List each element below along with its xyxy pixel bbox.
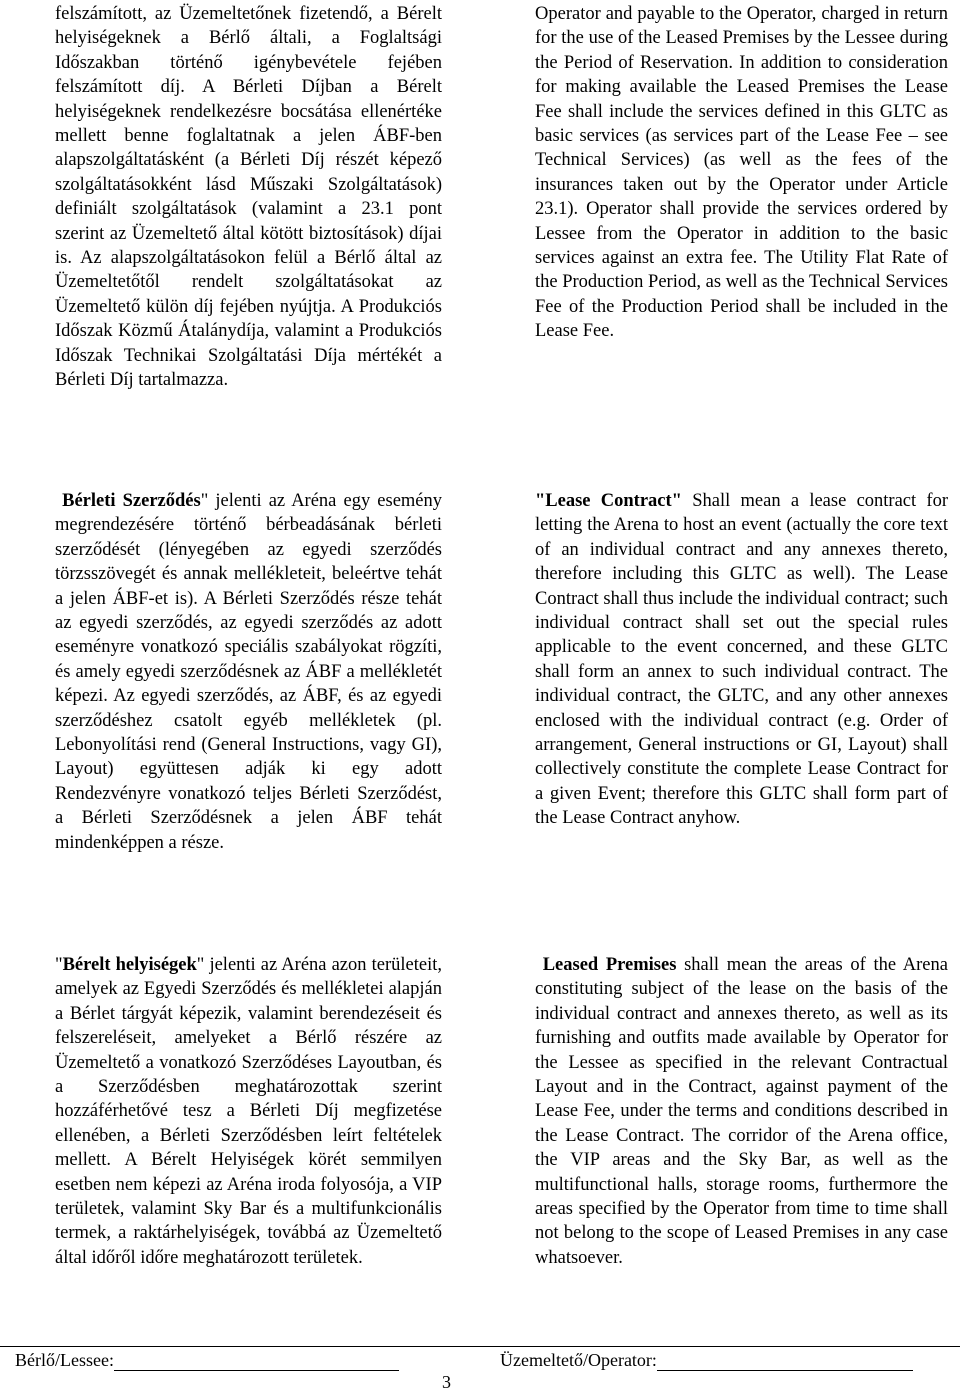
lessee-signature-line (114, 1352, 399, 1371)
operator-signature-field (500, 1349, 913, 1371)
en-definition-text: shall mean the areas of the Arena constituting subject of the lease on the basis of the individual contract and annexes thereto, as well as its furnishing and outfits made available by Operator for the Lessee as specified in the relevant Contractual Layout and in the Contract, against payment of the Lease Fee, under the terms and conditions described in the Lease Contract. The corridor of the Arena office, the VIP areas and the Sky Bar, as well as the multifunctional halls, storage rooms, furthermore the areas specified by the Operator from time to time shall not belong to the scope of Leased Premises in any case whatsoever. (535, 955, 948, 1268)
lessee-signature-field (15, 1349, 399, 1371)
hu-definition-text: " jelenti az Aréna azon területeit, amelyek az Egyedi Szerződés és mellékletei alapján a Bérlet tárgyát képezik, valamint berendezéseit és felszereléseit, amelyeket a Bérlő részére az Üzemeltető a vonatkozó Szerződéses Layoutban, és a Szerződésben meghatározottak szerint hozzáférhetővé tesz a Bérleti Díj megfizetése ellenében, a Bérleti Szerződésben leírt feltételek mellett. A Bérelt Helyiségek körét semmilyen esetben nem képezi az Aréna iroda folyosója, a VIP területek, valamint Sky Bar és a multifunkcionális termek, a raktárhelyiségek, továbbá az Üzemeltető által időről időre meghatározott területek. (55, 955, 442, 1268)
hu-term-berelt-helyisegek: Bérelt helyiségek (62, 955, 197, 975)
hu-term-berleti-szerzodes: Bérleti Szerződés (62, 491, 201, 511)
hu-lease-contract-definition (55, 489, 442, 855)
en-term-lease-contract: "Lease Contract" (535, 491, 682, 511)
en-definition-text: Shall mean a lease contract for letting the Arena to host an event (actually the core text of an individual contract and any annexes thereto, therefore including this GLTC as well). The Lease Contract shall thus include the individual contract; such individual contract shall set out the special rules applicable to the event concerned, and these GLTC shall form an annex to such individual contract. The individual contract, the GLTC, and any other annexes enclosed with the individual contract (e.g. Order of arrangement, General instructions or GI, Layout) shall collectively constitute the complete Lease Contract for a given Event; therefore this GLTC shall form part of the Lease Contract anyhow. (535, 491, 948, 829)
hu-paragraph-text: felszámított, az Üzemeltetőnek fizetendő, a Bérelt helyiségeknek a Bérlő általi, a Foglaltsági Időszakban történő igénybevétele fejében felszámított díj. A Bérleti Díjban a Bérelt helyiségeknek rendelkezésre bocsátása ellenértéke mellett benne foglaltatnak a jelen ÁBF-ben alapszolgáltatásként (a Bérleti Díj részét képező szolgáltatásokként lásd Műszaki Szolgáltatások) definiált szolgáltatások (valamint a 23.1 pont szerint az Üzemeltető által kötött biztosítások) díjai is. Az alapszolgáltatásokon felül a Bérlő által az Üzemeltetőtől rendelt szolgáltatásokat az Üzemeltető külön díj fejében nyújtja. A Produkciós Időszak Közmű Átalánydíja, valamint a Produkciós Időszak Technikai Szolgáltatási Díja mértékét a Bérleti Díj tartalmazza. (55, 4, 442, 391)
en-lease-contract-definition (535, 489, 948, 831)
operator-label: Üzemeltető/Operator: (500, 1350, 657, 1370)
en-paragraph-text: Operator and payable to the Operator, charged in return for the use of the Leased Premises by the Lessee during the Period of Reservation. In addition to consideration for making available the Leased Premises the Lease Fee shall include the services defined in this GLTC as basic services (as services part of the Lease Fee – see Technical Services) (as well as the fees of the insurances taken out by the Operator under Article 23.1). Operator shall provide the services ordered by Lessee from the Operator in addition to the basic services against an extra fee. The Utility Flat Rate of the Production Period, as well as the Technical Services Fee of the Production Period shall be included in the Lease Fee. (535, 4, 948, 342)
hu-lease-fee-definition-continued (55, 2, 442, 393)
en-leading-space (535, 955, 543, 975)
hu-leased-premises-definition (55, 953, 442, 1270)
hu-definition-text: " jelenti az Aréna egy esemény megrendezésére történő bérbeadásának bérleti szerződését (lényegében az egyedi szerződés törzsszövegét és annak mellékleteit, beleértve tehát a jelen ÁBF-et is). A Bérleti Szerződés része tehát az egyedi szerződés, az egyedi szerződés az adott eseményre vonatkozó speciális szabályokat rögzíti, és amely egyedi szerződésnek az ÁBF a mellékletét képezi. Az egyedi szerződés, az ÁBF, és az egyedi szerződéshez csatolt egyéb mellékletek (pl. Lebonyolítási rend (General Instructions, vagy GI), Layout) együttesen adják ki egy adott Rendezvényre vonatkozó teljes Bérleti Szerződést, a Bérleti Szerződésnek a jelen ÁBF tehát mindenképpen a része. (55, 491, 443, 853)
footer-rule (0, 1346, 960, 1347)
en-lease-fee-definition-continued (535, 2, 948, 344)
page-number: 3 (442, 1372, 451, 1392)
en-leased-premises-definition (535, 953, 948, 1270)
lessee-label: Bérlő/Lessee: (15, 1350, 114, 1370)
hu-open-quote: " (55, 955, 63, 975)
en-term-leased-premises: Leased Premises (542, 955, 677, 975)
operator-signature-line (657, 1352, 913, 1371)
